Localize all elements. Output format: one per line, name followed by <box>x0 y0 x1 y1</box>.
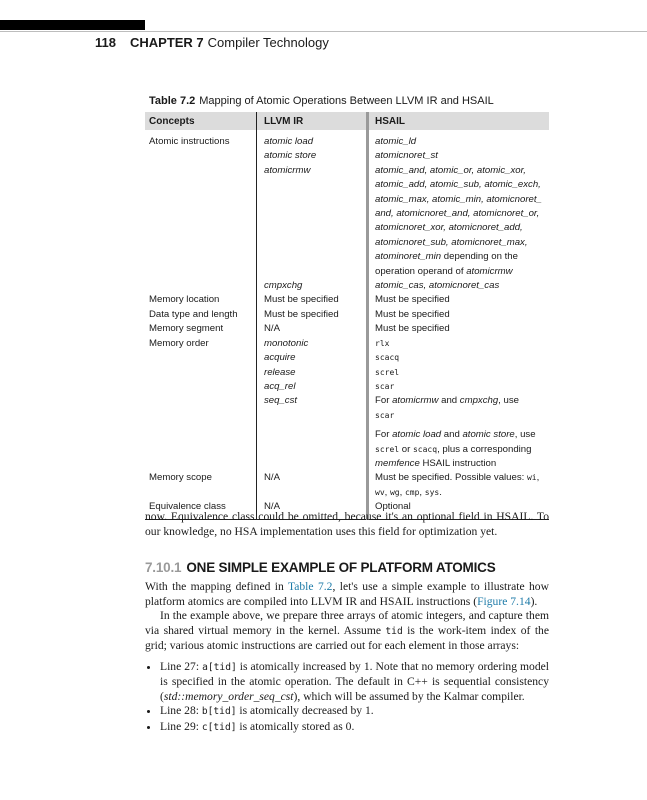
cell-text: and <box>441 429 463 441</box>
section-body <box>145 580 549 735</box>
table-header-row <box>145 112 549 130</box>
cell-text: Must be specified <box>375 294 450 306</box>
table-row <box>145 130 549 149</box>
text: ). <box>530 594 538 608</box>
cell-text: atomicrmw <box>466 265 513 277</box>
cell-text: Must be specified <box>264 308 339 320</box>
cell-text: For <box>375 429 393 441</box>
cell-text: release <box>264 366 296 378</box>
text: Line 28: <box>160 704 202 717</box>
table-row <box>145 164 549 279</box>
list-item <box>160 720 549 736</box>
table-caption <box>149 95 494 107</box>
code: b[tid] <box>201 706 237 717</box>
text: is atomically increased by 1. Note that no memory ordering model is specified in the atomic operation. The default in C++ is sequential consistency ( <box>160 659 549 703</box>
cell-llvm <box>257 308 368 322</box>
cell-text: depending on the operation operand of <box>375 251 518 277</box>
cell-text: atomic load <box>264 136 314 147</box>
table-row <box>145 293 549 307</box>
cell-concept <box>145 423 257 471</box>
paragraph-text: now. Equivalence class could be omitted, because it's an optional field in HSAIL. To our knowledge, no HSA implementation uses this field for optimization yet. <box>145 510 549 538</box>
cell-text: cmpxchg <box>459 395 499 407</box>
cell-text: scacq <box>375 353 400 363</box>
table-link[interactable]: Table 7.2 <box>287 580 333 593</box>
cell-llvm <box>257 279 368 293</box>
page-number: 118 <box>95 35 116 50</box>
text: Line 27: <box>160 659 203 673</box>
cell-concept: Memory order <box>149 337 209 349</box>
cell-text: atomic_and, atomic_or, atomic_xor, atomic_add, atomic_sub, atomic_exch, atomic_max, atomic_min, atomicnoret_ and, atomicnoret_and, atomicnoret_or, atomicnoret_xor, atomicnoret_add, atomicnoret_sub, atomicnoret_max, atominoret_min <box>375 164 542 263</box>
cell-text: atomicrmw <box>264 164 311 176</box>
cell-text: atomic_cas, atomicnoret_cas <box>375 280 500 292</box>
cell-text: atomicnoret_st <box>375 150 438 162</box>
table-row <box>145 279 549 293</box>
cell-hsail <box>368 471 550 500</box>
text: is atomically decreased by 1. <box>236 704 374 717</box>
cell-text: N/A <box>264 323 280 335</box>
cell-hsail <box>368 351 550 365</box>
text: Line 29: <box>160 719 202 733</box>
cell-text: atomicrmw <box>392 395 439 407</box>
cell-concept: Memory segment <box>149 323 224 335</box>
table-row <box>145 308 549 322</box>
cell-text: scacq <box>412 444 438 454</box>
cell-llvm <box>257 293 368 307</box>
cell-hsail <box>368 130 550 149</box>
table-title: Mapping of Atomic Operations Between LLVM IR and HSAIL <box>199 95 494 107</box>
cell-text: rlx <box>375 338 390 348</box>
cell-llvm <box>257 366 368 380</box>
table-label: Table 7.2 <box>149 95 196 107</box>
cell-concept <box>145 380 257 394</box>
cell-concept <box>145 149 257 163</box>
table-row <box>145 322 549 336</box>
figure-link[interactable]: Figure 7.14 <box>477 594 531 608</box>
cell-text: monotonic <box>264 337 309 349</box>
cell-text: wv <box>375 487 385 497</box>
cell-text: screl <box>375 444 400 454</box>
table-row <box>145 394 549 423</box>
mapping-table <box>145 112 549 520</box>
cell-llvm <box>257 337 368 351</box>
cell-hsail <box>368 366 550 380</box>
page-edge-bar <box>0 20 145 30</box>
code-tid: tid <box>385 625 403 637</box>
cell-concept: Data type and length <box>149 308 238 320</box>
cell-text: N/A <box>264 501 280 513</box>
cell-text: memfence <box>375 457 420 469</box>
running-header <box>95 35 329 50</box>
code: c[tid] <box>201 721 237 733</box>
cell-llvm <box>257 164 368 279</box>
cell-text: cmpxchg <box>264 280 303 292</box>
cell-llvm <box>257 471 368 500</box>
cell-llvm <box>257 351 368 365</box>
list-item <box>160 660 549 705</box>
section-title: ONE SIMPLE EXAMPLE OF PLATFORM ATOMICS <box>186 560 496 575</box>
cell-llvm <box>257 423 368 471</box>
cell-text: , <box>384 486 390 498</box>
text: is atomically stored as 0. <box>236 719 355 733</box>
cell-hsail <box>368 380 550 394</box>
cell-llvm <box>257 380 368 394</box>
table-row <box>145 149 549 163</box>
cell-concept <box>145 279 257 293</box>
table-row <box>145 380 549 394</box>
table-row <box>145 351 549 365</box>
cell-text: Must be specified <box>264 294 339 306</box>
cell-llvm <box>257 130 368 149</box>
chapter-title: Compiler Technology <box>207 35 329 50</box>
cell-text: For <box>375 395 393 407</box>
cell-hsail <box>368 337 550 351</box>
cell-text: scar <box>375 381 395 391</box>
table-row <box>145 471 549 500</box>
cell-hsail <box>368 322 550 336</box>
cell-text: HSAIL instruction <box>419 457 497 469</box>
table-row <box>145 423 549 471</box>
column-header-concepts: Concepts <box>145 112 257 130</box>
paragraph-mapping <box>145 580 549 609</box>
list-item <box>160 704 549 720</box>
cell-concept <box>145 366 257 380</box>
cell-text: Must be specified <box>375 308 450 320</box>
cell-text: , plus a corresponding <box>437 443 532 455</box>
cell-text: wi <box>526 473 537 483</box>
cell-text: sys <box>424 487 440 497</box>
cell-text: . <box>439 486 442 498</box>
text: , let's use a simple example to illustrate how platform atomics are compiled into LLVM IR and HSAIL instructions ( <box>145 580 549 608</box>
cell-text: Must be specified <box>375 323 450 335</box>
cell-hsail <box>368 394 550 423</box>
cell-text: N/A <box>264 472 280 484</box>
cell-concept <box>145 164 257 279</box>
column-header-llvm: LLVM IR <box>257 112 368 130</box>
cell-text: , use <box>514 429 536 441</box>
section-heading <box>145 560 496 575</box>
cell-text: and <box>438 395 460 407</box>
cell-text: cmp <box>404 487 420 497</box>
cell-text: , <box>399 486 405 498</box>
cell-text: atomic_ld <box>375 136 417 147</box>
cell-text: screl <box>375 367 400 377</box>
cell-text: Must be specified. Possible values: <box>375 472 527 484</box>
cell-text: , use <box>498 395 519 407</box>
cell-concept: Memory location <box>149 294 220 306</box>
section-number: 7.10.1 <box>145 560 182 575</box>
cell-hsail <box>368 423 550 471</box>
cell-llvm <box>257 394 368 423</box>
text: ), which will be assumed by the Kalmar compiler. <box>293 689 525 703</box>
cell-text: atomic store <box>264 150 317 162</box>
column-header-hsail: HSAIL <box>368 112 550 130</box>
cell-concept: Equivalence class <box>145 500 257 519</box>
paragraph-intro <box>145 510 549 539</box>
paragraph-example <box>145 609 549 654</box>
code: a[tid] <box>202 661 237 673</box>
cell-hsail <box>368 293 550 307</box>
cell-hsail <box>368 164 550 279</box>
cell-hsail <box>368 308 550 322</box>
table-row <box>145 337 549 351</box>
header-rule <box>0 31 647 32</box>
cell-text: atomic store <box>462 429 515 441</box>
cell-text: , <box>536 472 540 484</box>
cell-concept <box>145 394 257 423</box>
cell-text: wg <box>389 487 400 497</box>
cell-llvm <box>257 149 368 163</box>
bullet-list <box>145 660 549 736</box>
table-row <box>145 366 549 380</box>
cell-hsail <box>368 149 550 163</box>
cell-text: atomic load <box>392 429 442 441</box>
cell-text: acquire <box>264 352 296 364</box>
text: is the work-item index of the grid; various atomic instructions are carried out for each element in those arrays: <box>145 623 549 652</box>
text: In the example above, we prepare three arrays of atomic integers, and capture them via shared virtual memory in the kernel. Assume <box>145 609 549 637</box>
cell-llvm <box>257 322 368 336</box>
chapter-label: CHAPTER 7 <box>129 35 204 50</box>
cell-concept <box>145 351 257 365</box>
cell-text: seq_cst <box>264 395 298 407</box>
cell-text: or <box>399 443 413 455</box>
cell-text: Optional <box>375 501 411 513</box>
cell-concept: Memory scope <box>149 472 212 484</box>
cell-text: acq_rel <box>264 380 296 392</box>
text: std::memory_order_seq_cst <box>163 689 294 703</box>
cell-text: scar <box>375 410 395 420</box>
cell-hsail <box>368 279 550 293</box>
text: With the mapping defined in <box>145 580 288 593</box>
cell-text: , <box>419 486 425 498</box>
cell-concept: Atomic instructions <box>149 136 230 147</box>
